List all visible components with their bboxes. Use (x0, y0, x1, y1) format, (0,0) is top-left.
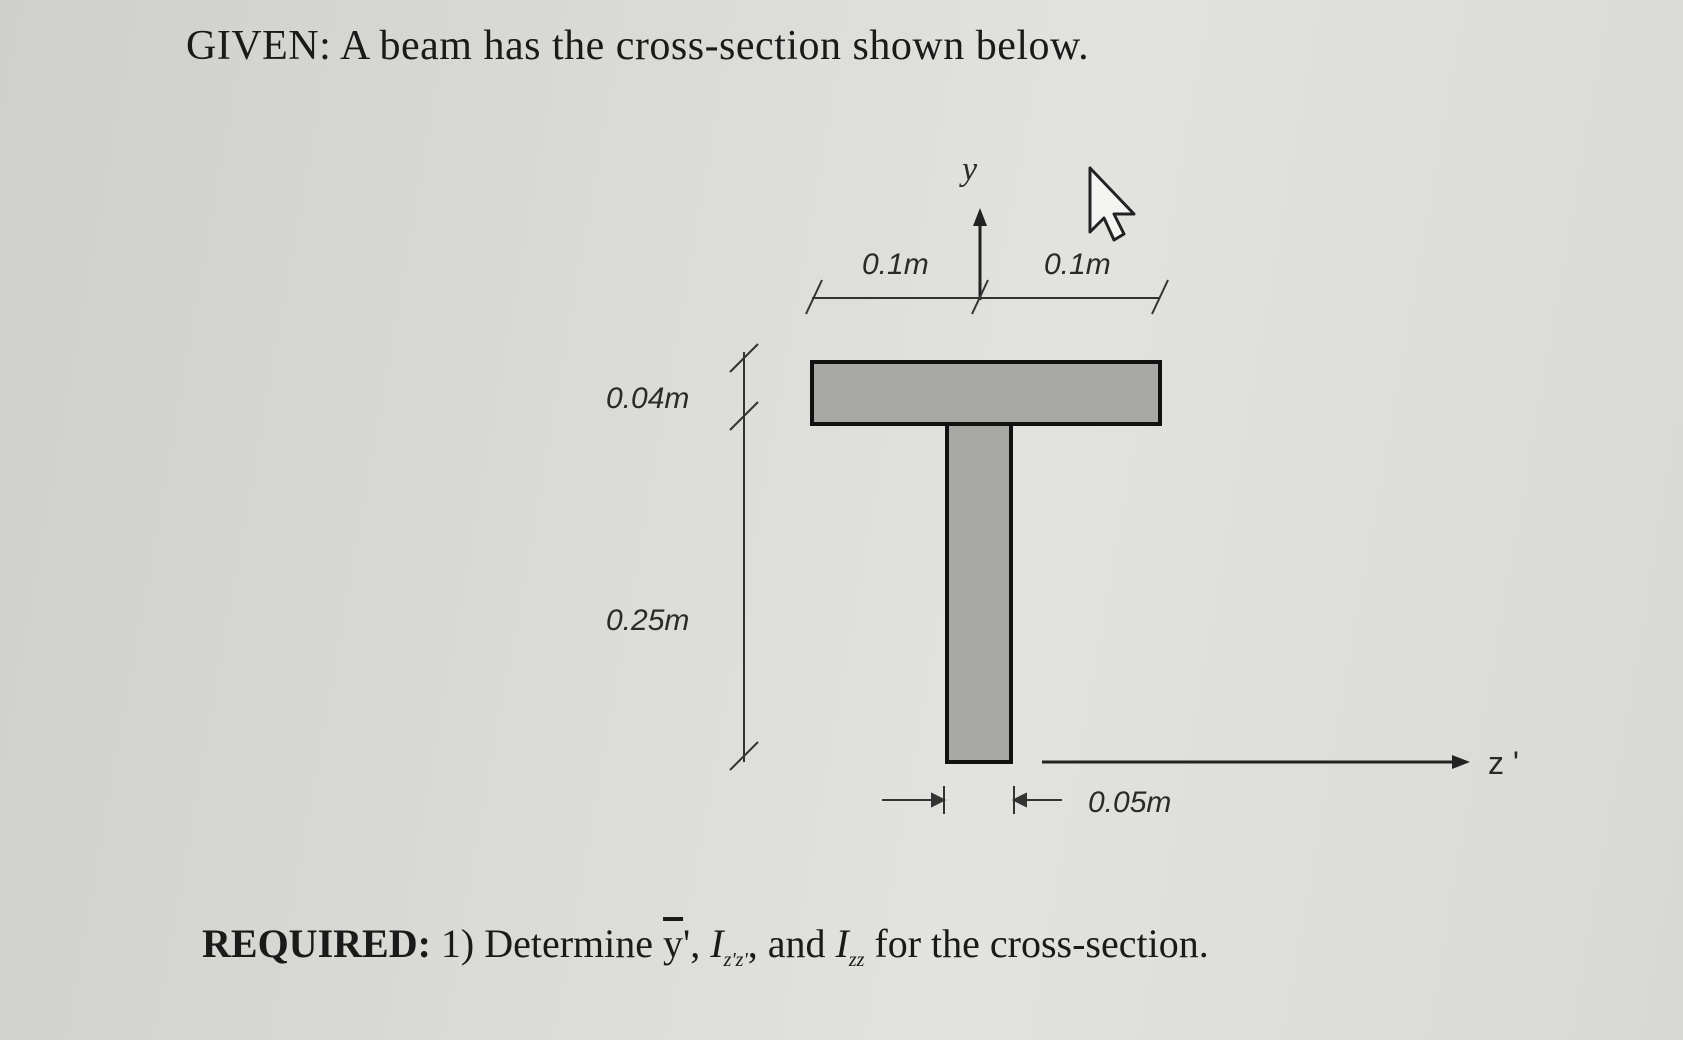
required-statement (202, 920, 1209, 972)
y-bar-symbol: $\overline{y}$ (663, 921, 684, 966)
dim-top-left-label: 0.1m (862, 248, 929, 281)
required-label: REQUIRED: (202, 921, 431, 966)
I-symbol-2: I (835, 921, 849, 966)
dim-top-right-label: 0.1m (1044, 248, 1111, 281)
z-axis-arrow (1042, 755, 1470, 769)
required-text-2: , and (747, 921, 836, 966)
cursor-arrow-icon (1090, 168, 1134, 240)
required-text-1: 1) Determine (430, 921, 664, 966)
y-prime-symbol: ' (683, 921, 691, 966)
web-rect (947, 424, 1011, 762)
dim-web-height-label: 0.25m (606, 604, 690, 637)
required-text-3: for the cross-section. (864, 921, 1209, 966)
required-sep: , (690, 921, 711, 966)
flange-rect (812, 362, 1160, 424)
vertical-dimension-line (730, 344, 758, 770)
I-symbol-1: I (710, 921, 724, 966)
dim-web-width-label: 0.05m (1088, 786, 1172, 819)
y-axis-label: y (962, 151, 978, 188)
given-text: A beam has the cross-section shown below. (331, 23, 1090, 69)
dim-flange-thickness-label: 0.04m (606, 382, 690, 415)
given-label: GIVEN: (186, 23, 332, 69)
I-subscript-1: z'z' (723, 949, 748, 971)
z-axis-label: z ' (1488, 745, 1519, 781)
top-dimension-line (806, 280, 1168, 314)
I-subscript-2: zz (848, 949, 865, 971)
web-width-dimension (882, 786, 1062, 814)
